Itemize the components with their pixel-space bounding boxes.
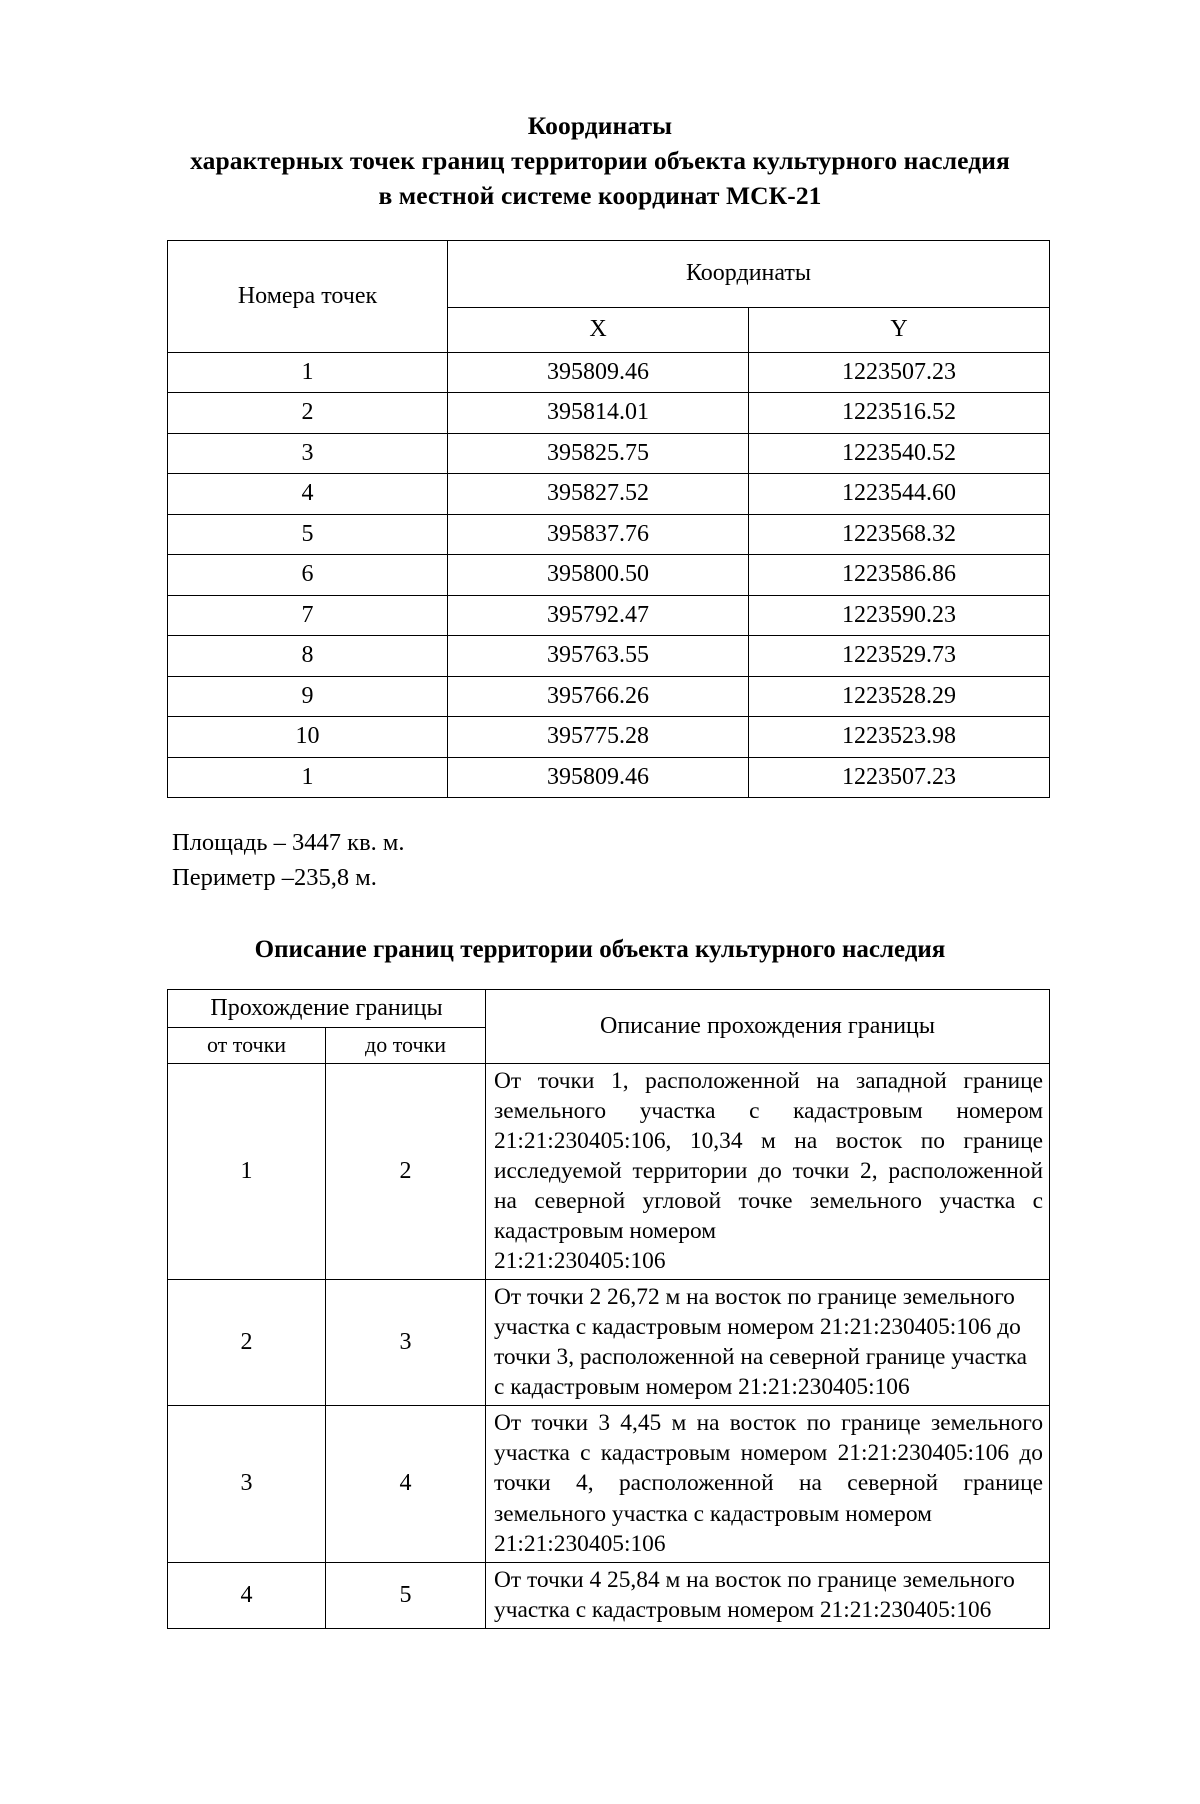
table-row	[168, 474, 1050, 515]
area-text: Площадь – 3447 кв. м.	[172, 829, 405, 857]
coord-x-value: 395827.52	[448, 474, 749, 515]
coord-point-number: 4	[168, 474, 448, 515]
table-row	[168, 676, 1050, 717]
coord-header-x: X	[448, 307, 749, 352]
desc-from-point: 4	[168, 1562, 326, 1628]
title-line-3: в местной системе координат МСК-21	[378, 181, 822, 211]
document-page	[0, 108, 1200, 1804]
desc-to-point: 3	[326, 1280, 486, 1406]
desc-from-point: 1	[168, 1063, 326, 1279]
desc-text: От точки 3 4,45 м на восток по границе земельного участка с кадастровым номером 21:21:230405:106 до точки 4, расположенной на северной границе земельного участка с кадастровым номером 21:21:230405:106	[486, 1406, 1050, 1562]
coord-point-number: 10	[168, 717, 448, 758]
coord-point-number: 1	[168, 757, 448, 798]
coord-header-points: Номера точек	[168, 240, 448, 352]
coord-point-number: 8	[168, 636, 448, 677]
coord-point-number: 2	[168, 393, 448, 434]
coord-y-value: 1223507.23	[749, 352, 1050, 393]
desc-to-point: 4	[326, 1406, 486, 1562]
title-line-1: Координаты	[527, 111, 673, 140]
table-row	[168, 352, 1050, 393]
coord-x-value: 395809.46	[448, 757, 749, 798]
desc-text: От точки 1, расположенной на западной границе земельного участка с кадастровым номером 21:21:230405:106, 10,34 м на восток по границе исследуемой территории до точки 2, расположенной на северной угловой точке земельного участка с кадастровым номером 21:21:230405:106	[486, 1063, 1050, 1279]
coord-x-value: 395837.76	[448, 514, 749, 555]
table-row	[168, 514, 1050, 555]
coord-y-value: 1223529.73	[749, 636, 1050, 677]
table-row	[168, 1280, 1050, 1406]
coord-point-number: 1	[168, 352, 448, 393]
coord-y-value: 1223516.52	[749, 393, 1050, 434]
coord-y-value: 1223568.32	[749, 514, 1050, 555]
coord-y-value: 1223590.23	[749, 595, 1050, 636]
section-heading: Описание границ территории объекта культурного наследия	[254, 935, 946, 963]
table-row	[168, 555, 1050, 596]
coord-x-value: 395809.46	[448, 352, 749, 393]
table-row	[168, 636, 1050, 677]
title-line-2: характерных точек границ территории объекта культурного наследия	[190, 146, 1010, 176]
desc-from-point: 3	[168, 1406, 326, 1562]
coord-x-value: 395814.01	[448, 393, 749, 434]
coord-y-value: 1223523.98	[749, 717, 1050, 758]
table-row	[168, 1406, 1050, 1562]
coord-point-number: 7	[168, 595, 448, 636]
desc-from-point: 2	[168, 1280, 326, 1406]
page-title	[0, 108, 1200, 214]
table-row	[168, 433, 1050, 474]
desc-header-row-1	[168, 989, 1050, 1027]
coord-x-value: 395763.55	[448, 636, 749, 677]
desc-header-description: Описание прохождения границы	[486, 989, 1050, 1063]
desc-header-from: от точки	[168, 1027, 326, 1063]
desc-header-passage: Прохождение границы	[168, 989, 486, 1027]
desc-header-to: до точки	[326, 1027, 486, 1063]
coord-point-number: 9	[168, 676, 448, 717]
coord-x-value: 395800.50	[448, 555, 749, 596]
desc-to-point: 2	[326, 1063, 486, 1279]
coord-x-value: 395775.28	[448, 717, 749, 758]
coordinates-table	[167, 240, 1050, 799]
area-perimeter-block	[172, 826, 1200, 896]
coord-point-number: 5	[168, 514, 448, 555]
coord-point-number: 6	[168, 555, 448, 596]
desc-to-point: 5	[326, 1562, 486, 1628]
desc-text: От точки 4 25,84 м на восток по границе земельного участка с кадастровым номером 21:21:230405:106	[486, 1562, 1050, 1628]
coord-y-value: 1223540.52	[749, 433, 1050, 474]
coord-point-number: 3	[168, 433, 448, 474]
coord-y-value: 1223507.23	[749, 757, 1050, 798]
coord-header-row-1	[168, 240, 1050, 307]
table-row	[168, 757, 1050, 798]
table-row	[168, 393, 1050, 434]
table-row	[168, 595, 1050, 636]
coord-y-value: 1223586.86	[749, 555, 1050, 596]
coord-x-value: 395766.26	[448, 676, 749, 717]
coord-x-value: 395825.75	[448, 433, 749, 474]
table-row	[168, 1562, 1050, 1628]
coord-y-value: 1223528.29	[749, 676, 1050, 717]
coord-header-coordinates: Координаты	[448, 240, 1050, 307]
border-description-table	[167, 989, 1050, 1629]
coord-header-y: Y	[749, 307, 1050, 352]
coord-y-value: 1223544.60	[749, 474, 1050, 515]
perimeter-text: Периметр –235,8 м.	[172, 863, 377, 891]
table-row	[168, 717, 1050, 758]
desc-text: От точки 2 26,72 м на восток по границе земельного участка с кадастровым номером 21:21:230405:106 до точки 3, расположенной на северной границе участка с кадастровым номером 21:21:230405:106	[486, 1280, 1050, 1406]
coord-x-value: 395792.47	[448, 595, 749, 636]
table-row	[168, 1063, 1050, 1279]
